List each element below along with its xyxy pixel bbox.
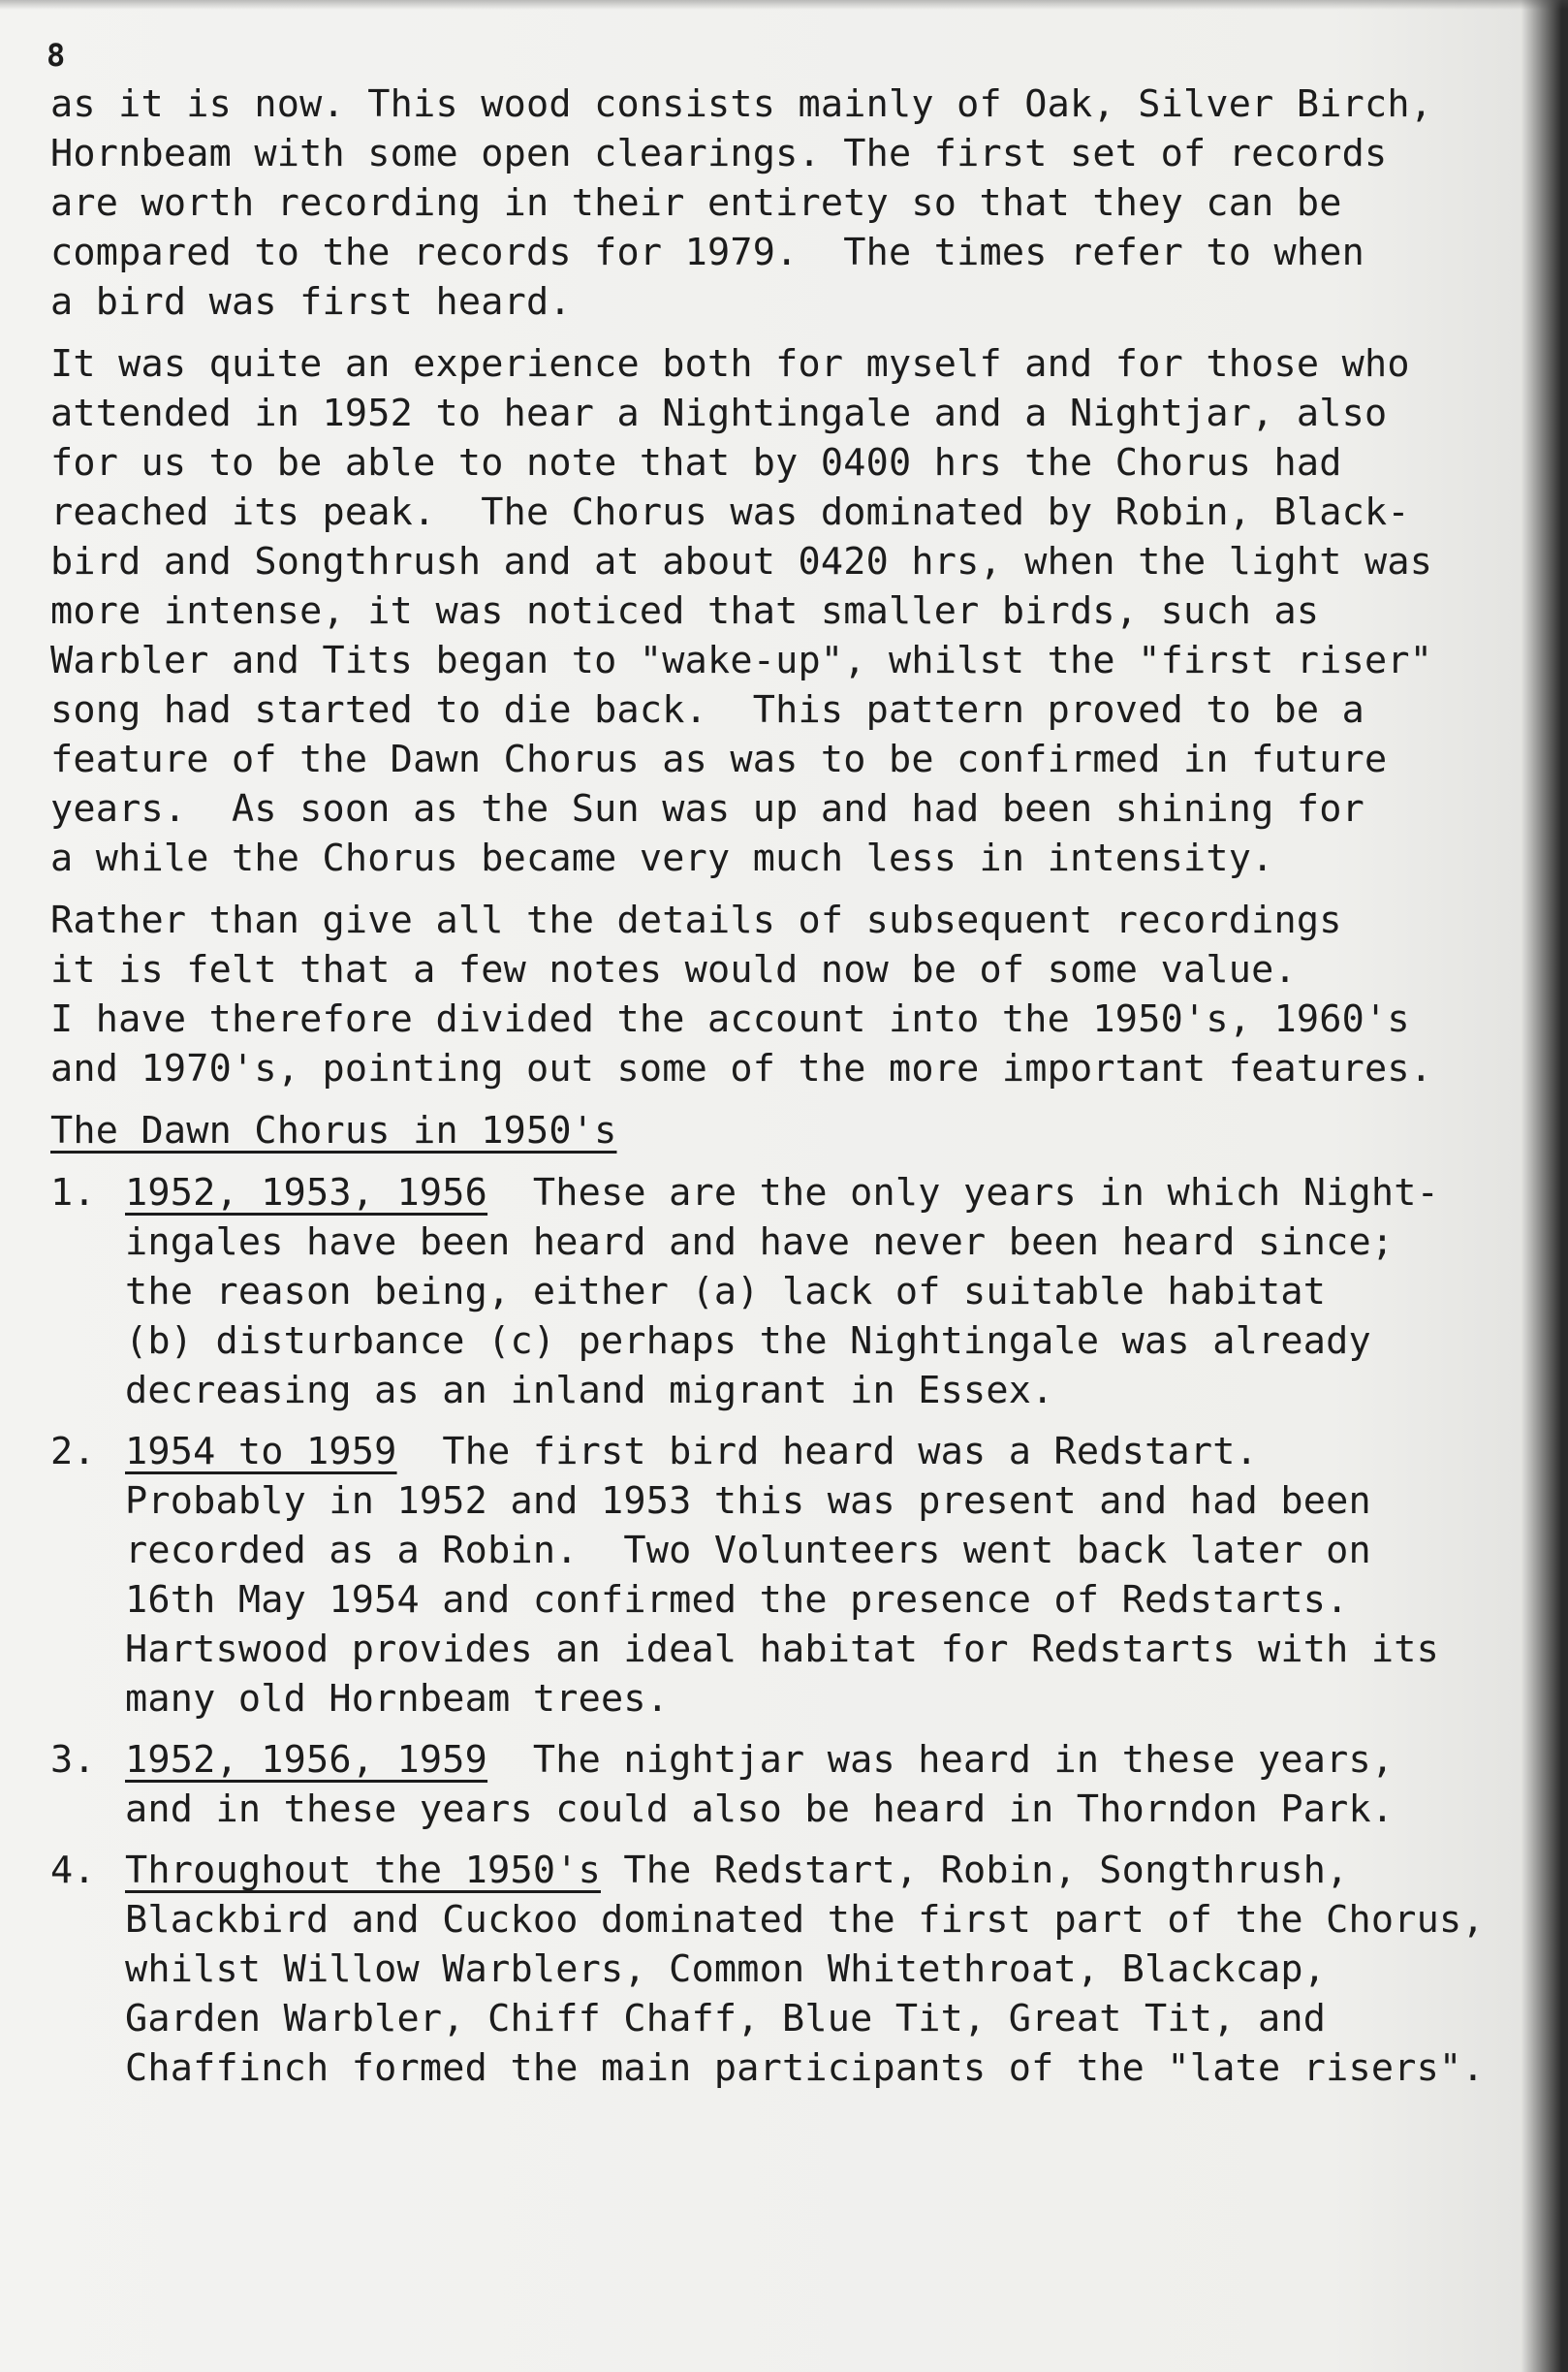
list-item <box>50 1735 1543 1834</box>
item-number: 3. <box>50 1738 96 1782</box>
text-line: years. As soon as the Sun was up and had been shining for <box>50 787 1364 831</box>
text-line: as it is now. This wood consists mainly of Oak, Silver Birch, <box>50 82 1433 126</box>
text-line: (b) disturbance (c) perhaps the Nightingale was already <box>125 1319 1371 1363</box>
text-line: the reason being, either (a) lack of suitable habitat <box>125 1270 1327 1313</box>
paragraph-intro <box>50 79 1543 327</box>
text-line: 16th May 1954 and confirmed the presence of Redstarts. <box>125 1578 1349 1622</box>
text-line: a bird was first heard. <box>50 280 572 324</box>
text-line: bird and Songthrush and at about 0420 hrs, when the light was <box>50 540 1433 584</box>
text-line: are worth recording in their entirety so that they can be <box>50 181 1342 225</box>
text-line: ingales have been heard and have never been heard since; <box>125 1220 1395 1264</box>
item-number: 2. <box>50 1430 96 1473</box>
text-line: reached its peak. The Chorus was dominated by Robin, Black- <box>50 490 1410 534</box>
document-body <box>50 78 1543 2104</box>
text-line: more intense, it was noticed that smaller birds, such as <box>50 589 1320 633</box>
text-line: I have therefore divided the account into the 1950's, 1960's <box>50 997 1410 1041</box>
item-lead: 1954 to 1959 <box>125 1430 397 1473</box>
paragraph-experience <box>50 339 1543 883</box>
text-line: It was quite an experience both for myself and for those who <box>50 342 1410 386</box>
section-heading: The Dawn Chorus in 1950's <box>50 1109 617 1153</box>
text-line: compared to the records for 1979. The times refer to when <box>50 231 1364 274</box>
item-lead: Throughout the 1950's <box>125 1849 601 1892</box>
text-line: Hornbeam with some open clearings. The first set of records <box>50 132 1388 175</box>
text-line: whilst Willow Warblers, Common Whitethroat, Blackcap, <box>125 1947 1327 1991</box>
paragraph-summary <box>50 896 1543 1093</box>
scan-edge <box>0 0 1568 10</box>
text-line: Warbler and Tits began to "wake-up", whilst the "first riser" <box>50 639 1433 682</box>
text-line: a while the Chorus became very much less in intensity. <box>50 837 1274 880</box>
text-line: and in these years could also be heard in Thorndon Park. <box>125 1787 1395 1831</box>
item-lead: 1952, 1953, 1956 <box>125 1171 488 1215</box>
text-line: attended in 1952 to hear a Nightingale and a Nightjar, also <box>50 392 1388 435</box>
item-number: 1. <box>50 1171 96 1215</box>
list-item <box>50 1846 1543 2093</box>
item-number: 4. <box>50 1849 96 1892</box>
text-line: it is felt that a few notes would now be of some value. <box>50 948 1297 992</box>
text-line: song had started to die back. This pattern proved to be a <box>50 688 1364 732</box>
text-line: many old Hornbeam trees. <box>125 1677 670 1721</box>
text-line: Rather than give all the details of subsequent recordings <box>50 899 1342 942</box>
item-text: The nightjar was heard in these years, <box>487 1738 1395 1782</box>
item-lead: 1952, 1956, 1959 <box>125 1738 488 1782</box>
text-line: decreasing as an inland migrant in Essex. <box>125 1369 1054 1412</box>
text-line: Blackbird and Cuckoo dominated the first part of the Chorus, <box>125 1898 1485 1942</box>
list-item <box>50 1168 1543 1415</box>
text-line: and 1970's, pointing out some of the more important features. <box>50 1047 1433 1091</box>
text-line: Probably in 1952 and 1953 this was present and had been <box>125 1479 1371 1523</box>
item-text: The Redstart, Robin, Songthrush, <box>600 1849 1349 1892</box>
item-text: The first bird heard was a Redstart. <box>396 1430 1258 1473</box>
text-line: Hartswood provides an ideal habitat for Redstarts with its <box>125 1628 1439 1671</box>
text-line: feature of the Dawn Chorus as was to be confirmed in future <box>50 738 1388 781</box>
item-text: These are the only years in which Night- <box>487 1171 1439 1215</box>
text-line: recorded as a Robin. Two Volunteers went back later on <box>125 1529 1371 1572</box>
text-line: Chaffinch formed the main participants of the "late risers". <box>125 2046 1485 2090</box>
list-item <box>50 1427 1543 1724</box>
page-number: 8 <box>47 37 66 74</box>
text-line: Garden Warbler, Chiff Chaff, Blue Tit, Great Tit, and <box>125 1997 1327 2040</box>
text-line: for us to be able to note that by 0400 hrs the Chorus had <box>50 441 1342 485</box>
